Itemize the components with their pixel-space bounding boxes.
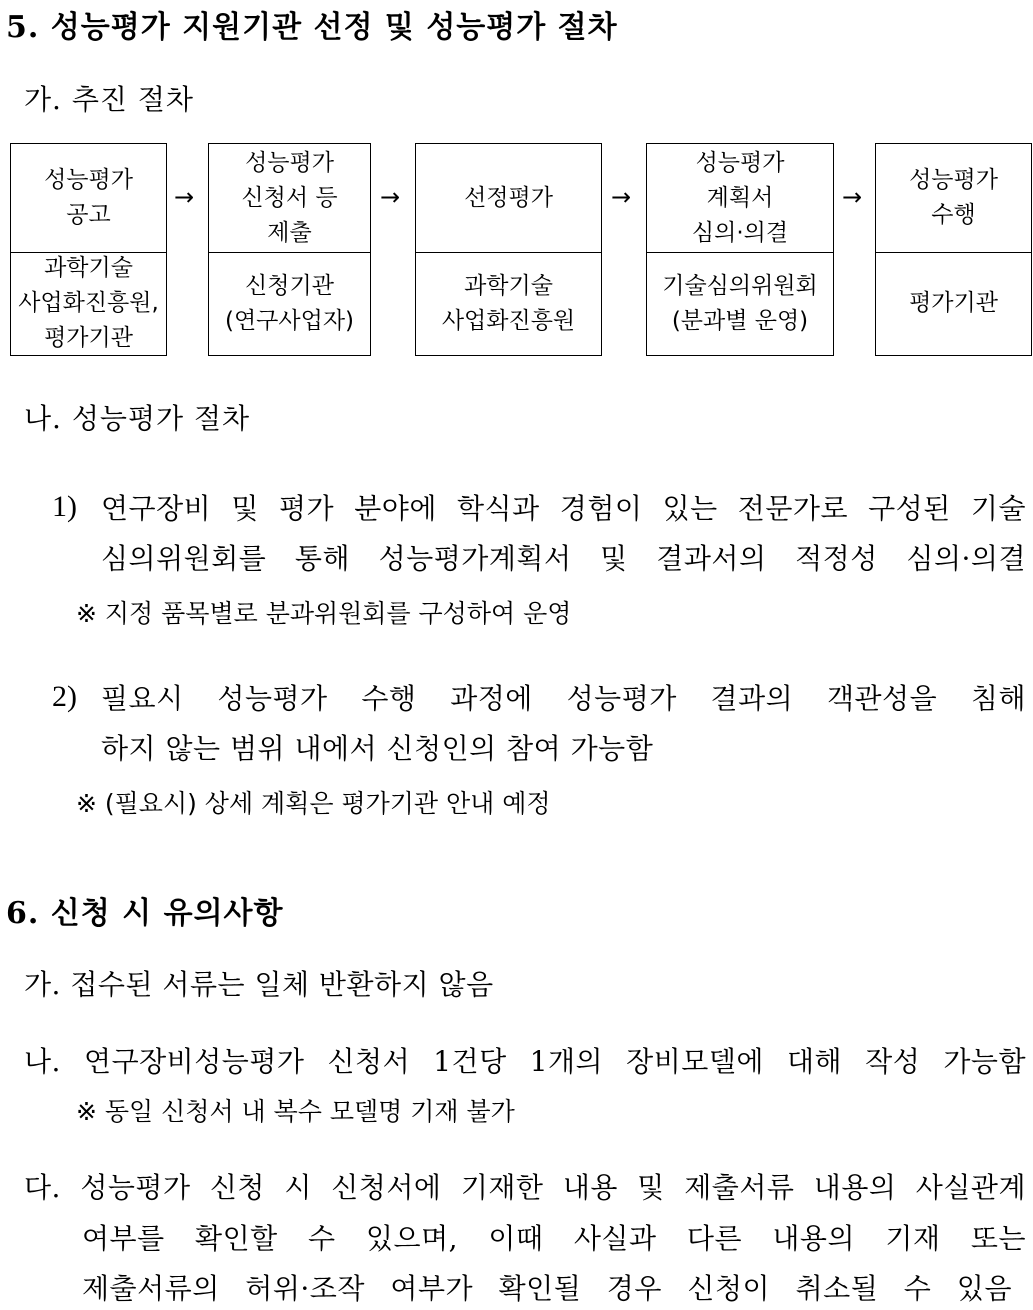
section-6-item-b-note: ※ 동일 신청서 내 복수 모델명 기재 불가 — [76, 1097, 515, 1126]
flow-step-1 — [10, 143, 167, 356]
item-1-note: ※ 지정 품목별로 분과위원회를 구성하여 운영 — [76, 599, 572, 628]
flow-step-4-agency: 기술심의위원회 (분과별 운영) — [662, 272, 818, 334]
section-6-item-c-line-2: 여부를 확인할 수 있으며, 이때 사실과 다른 내용의 기재 또는 — [82, 1222, 1026, 1255]
flow-step-4 — [646, 143, 834, 356]
section-6-item-c-line-1: 다. 성능평가 신청 시 신청서에 기재한 내용 및 제출서류 내용의 사실관계 — [24, 1171, 1026, 1204]
flow-step-2-action: 성능평가 신청서 등 제출 — [241, 149, 338, 246]
flow-step-3-action: 선정평가 — [464, 184, 553, 211]
item-2-line-1: 필요시 성능평가 수행 과정에 성능평가 결과의 객관성을 침해 — [101, 682, 1026, 715]
flow-step-2-agency: 신청기관 (연구사업자) — [224, 272, 355, 334]
item-2-number: 2) — [52, 680, 77, 713]
flow-step-5-agency: 평가기관 — [909, 290, 998, 316]
item-1-number: 1) — [52, 490, 77, 523]
flow-step-1-agency: 과학기술 사업화진흥원, 평가기관 — [18, 255, 159, 351]
section-6-item-a: 가. 접수된 서류는 일체 반환하지 않음 — [24, 968, 494, 1001]
flow-arrow-3: → — [611, 183, 632, 211]
flow-step-5-action: 성능평가 수행 — [909, 167, 998, 228]
flow-step-4-action: 성능평가 계획서 심의·의결 — [691, 149, 789, 246]
section-5-sub-b: 나. 성능평가 절차 — [24, 402, 251, 435]
flow-step-3 — [415, 143, 602, 356]
section-5-sub-a: 가. 추진 절차 — [24, 83, 194, 116]
section-6-item-c-line-3: 제출서류의 허위·조작 여부가 확인될 경우 신청이 취소될 수 있음 — [82, 1272, 1012, 1305]
flow-step-2 — [208, 143, 371, 356]
flow-step-3-agency: 과학기술 사업화진흥원 — [441, 272, 576, 334]
flow-arrow-1: → — [174, 183, 195, 211]
flow-step-1-action: 성능평가 공고 — [44, 167, 133, 228]
item-1-line-1: 연구장비 및 평가 분야에 학식과 경험이 있는 전문가로 구성된 기술 — [101, 492, 1026, 525]
item-2-line-2: 하지 않는 범위 내에서 신청인의 참여 가능함 — [101, 732, 654, 765]
section-5-title: 5. 성능평가 지원기관 선정 및 성능평가 절차 — [6, 10, 618, 45]
item-2-note: ※ (필요시) 상세 계획은 평가기관 안내 예정 — [76, 789, 551, 818]
section-6-title: 6. 신청 시 유의사항 — [6, 896, 284, 931]
flow-step-5 — [875, 143, 1032, 356]
flow-arrow-4: → — [842, 183, 863, 211]
item-1-line-2: 심의위원회를 통해 성능평가계획서 및 결과서의 적정성 심의·의결 — [101, 542, 1026, 575]
flow-arrow-2: → — [380, 183, 401, 211]
section-6-item-b: 나. 연구장비성능평가 신청서 1건당 1개의 장비모델에 대해 작성 가능함 — [24, 1045, 1026, 1078]
